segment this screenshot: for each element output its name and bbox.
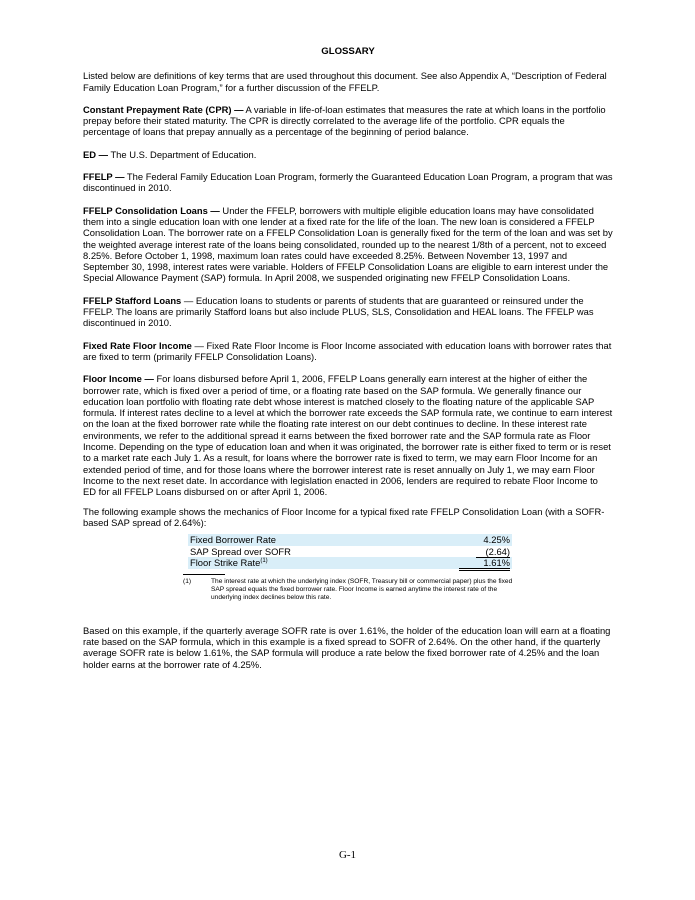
glossary-entry-ffelp — [83, 171, 613, 194]
page-number: G-1 — [338, 849, 357, 861]
footnote-text: The interest rate at which the underlying index (SOFR, Treasury bill or commercial paper) plus the fixed SAP spread equals the fixed borrower rate. Floor Income is earned anytime the interest rate of the underlying index declines below this rate. — [211, 577, 513, 602]
table-row — [188, 557, 512, 569]
entry-definition: The U.S. Department of Education. — [108, 148, 257, 160]
entry-definition: A variable in life-of-loan estimates that measures the rate at which loans in the portfolio prepay before their stated maturity. The CPR is directly correlated to the average life of the portfolio. CPR equals the percentage of loans that prepay annually as a percentage of the beginning of period balance. — [83, 103, 606, 138]
entry-definition: For loans disbursed before April 1, 2006, FFELP Loans generally earn interest at the higher of either the borrower rate, which is fixed over a period of time, or a floating rate based on the SAP formula. We generally finance our education loan portfolio with floating rate debt whose interest is matched closely to the floating nature of the applicable SAP formula. If interest rates decline to a level at which the borrower rate exceeds the SAP formula rate, we continue to earn interest on the loan at the fixed borrower rate while the floating rate interest on our debt continues to decline. In these interest rate environments, we refer to the additional spread it earns between the fixed borrower rate and the SAP formula rate as Floor Income. Depending on the type of education loan and when it was originated, the borrower rate is either fixed to term or is reset to a market rate each July 1. As a result, for loans where the borrower rate is fixed to term, we may earn Floor Income for an extended period of time, and for those loans where the borrower interest rate is reset annually on July 1, we may earn Floor Income to the next reset date. In accordance with legislation enacted in 2006, lenders are required to rebate Floor Income to ED for all FFELP Loans disbursed on or after April 1, 2006. — [83, 373, 613, 498]
glossary-entry-floor-income — [83, 373, 613, 497]
footnote-reference: (1) — [260, 557, 268, 564]
entry-term: Floor Income — — [83, 373, 154, 385]
entry-definition: Under the FFELP, borrowers with multiple eligible education loans may have consolidated them into a single education loan with one lender at a fixed rate for the life of the loan. The new loan is considered a FFELP Consolidation Loan. The borrower rate on a FFELP Consolidation Loan is generally fixed for the term of the loan and was set by the weighted average interest rate of the loans being consolidated, rounded up to the nearest 1/8th of a percent, not to exceed 8.25%. Before October 1, 1998, maximum loan rates could have exceeded 8.25%. Between November 13, 1997 and September 30, 1998, interest rates were variable. Holders of FFELP Consolidation Loans are eligible to earn interest under the Special Allowance Payment (SAP) formula. In April 2008, we suspended originating new FFELP Consolidation Loans. — [83, 204, 613, 284]
footnote-divider — [183, 574, 225, 575]
entry-definition: The Federal Family Education Loan Program, formerly the Guaranteed Education Loan Program, a program that was discontinued in 2010. — [83, 171, 613, 194]
page-title: GLOSSARY — [321, 46, 375, 57]
row-value: 1.61% — [459, 557, 510, 571]
entry-term: FFELP Consolidation Loans — — [83, 204, 220, 216]
entry-term: Constant Prepayment Rate (CPR) — — [83, 103, 244, 115]
glossary-entry-ed — [83, 149, 613, 160]
entry-term: Fixed Rate Floor Income — [83, 339, 192, 351]
footnote-mark: (1) — [183, 577, 192, 585]
floor-income-example-table — [188, 534, 512, 569]
row-label: Floor Strike Rate — [190, 557, 261, 569]
glossary-entry-ffelp-consolidation-loans — [83, 205, 613, 284]
closing-paragraph: Based on this example, if the quarterly average SOFR rate is over 1.61%, the holder of the education loan will earn at a floating rate based on the SAP formula, which in this example is a fixed spread to SOFR of 2.64%. On the other hand, if the quarterly average SOFR rate is below 1.61%, the SAP formula will produce a rate below the fixed borrower rate of 4.25% and the loan holder earns at the borrower rate of 4.25%. — [83, 624, 611, 670]
table-row — [188, 534, 512, 546]
row-value: (2.64) — [476, 546, 511, 558]
row-value: 4.25% — [438, 534, 512, 546]
glossary-entry-cpr — [83, 104, 613, 138]
intro-paragraph: Listed below are definitions of key terms that are used throughout this document. See also Appendix A, “Description of Federal Family Education Loan Program,” for a further discussion of the FFELP. — [83, 70, 607, 93]
example-intro: The following example shows the mechanics of Floor Income for a typical fixed rate FFELP Consolidation Loan (with a SOFR-based SAP spread of 2.64%): — [83, 505, 605, 528]
footnote — [183, 578, 513, 603]
row-label: Fixed Borrower Rate — [188, 534, 438, 546]
entry-definition: — Education loans to students or parents of students that are guaranteed or reinsured under the FFELP. The loans are primarily Stafford loans but also include PLUS, SLS, Consolidation and HEAL loans. The FFELP was discontinued in 2010. — [83, 294, 594, 329]
row-label: SAP Spread over SOFR — [190, 545, 291, 557]
entry-definition: — Fixed Rate Floor Income is Floor Income associated with education loans with borrower rates that are fixed to term (primarily FFELP Consolidation Loans). — [83, 339, 612, 362]
entry-term: FFELP — — [83, 171, 125, 183]
table-row — [188, 546, 512, 558]
glossary-entry-fixed-rate-floor-income — [83, 340, 613, 363]
entry-term: FFELP Stafford Loans — [83, 294, 182, 306]
glossary-page — [83, 46, 613, 681]
entry-term: ED — — [83, 148, 109, 160]
glossary-entry-ffelp-stafford-loans — [83, 295, 613, 329]
